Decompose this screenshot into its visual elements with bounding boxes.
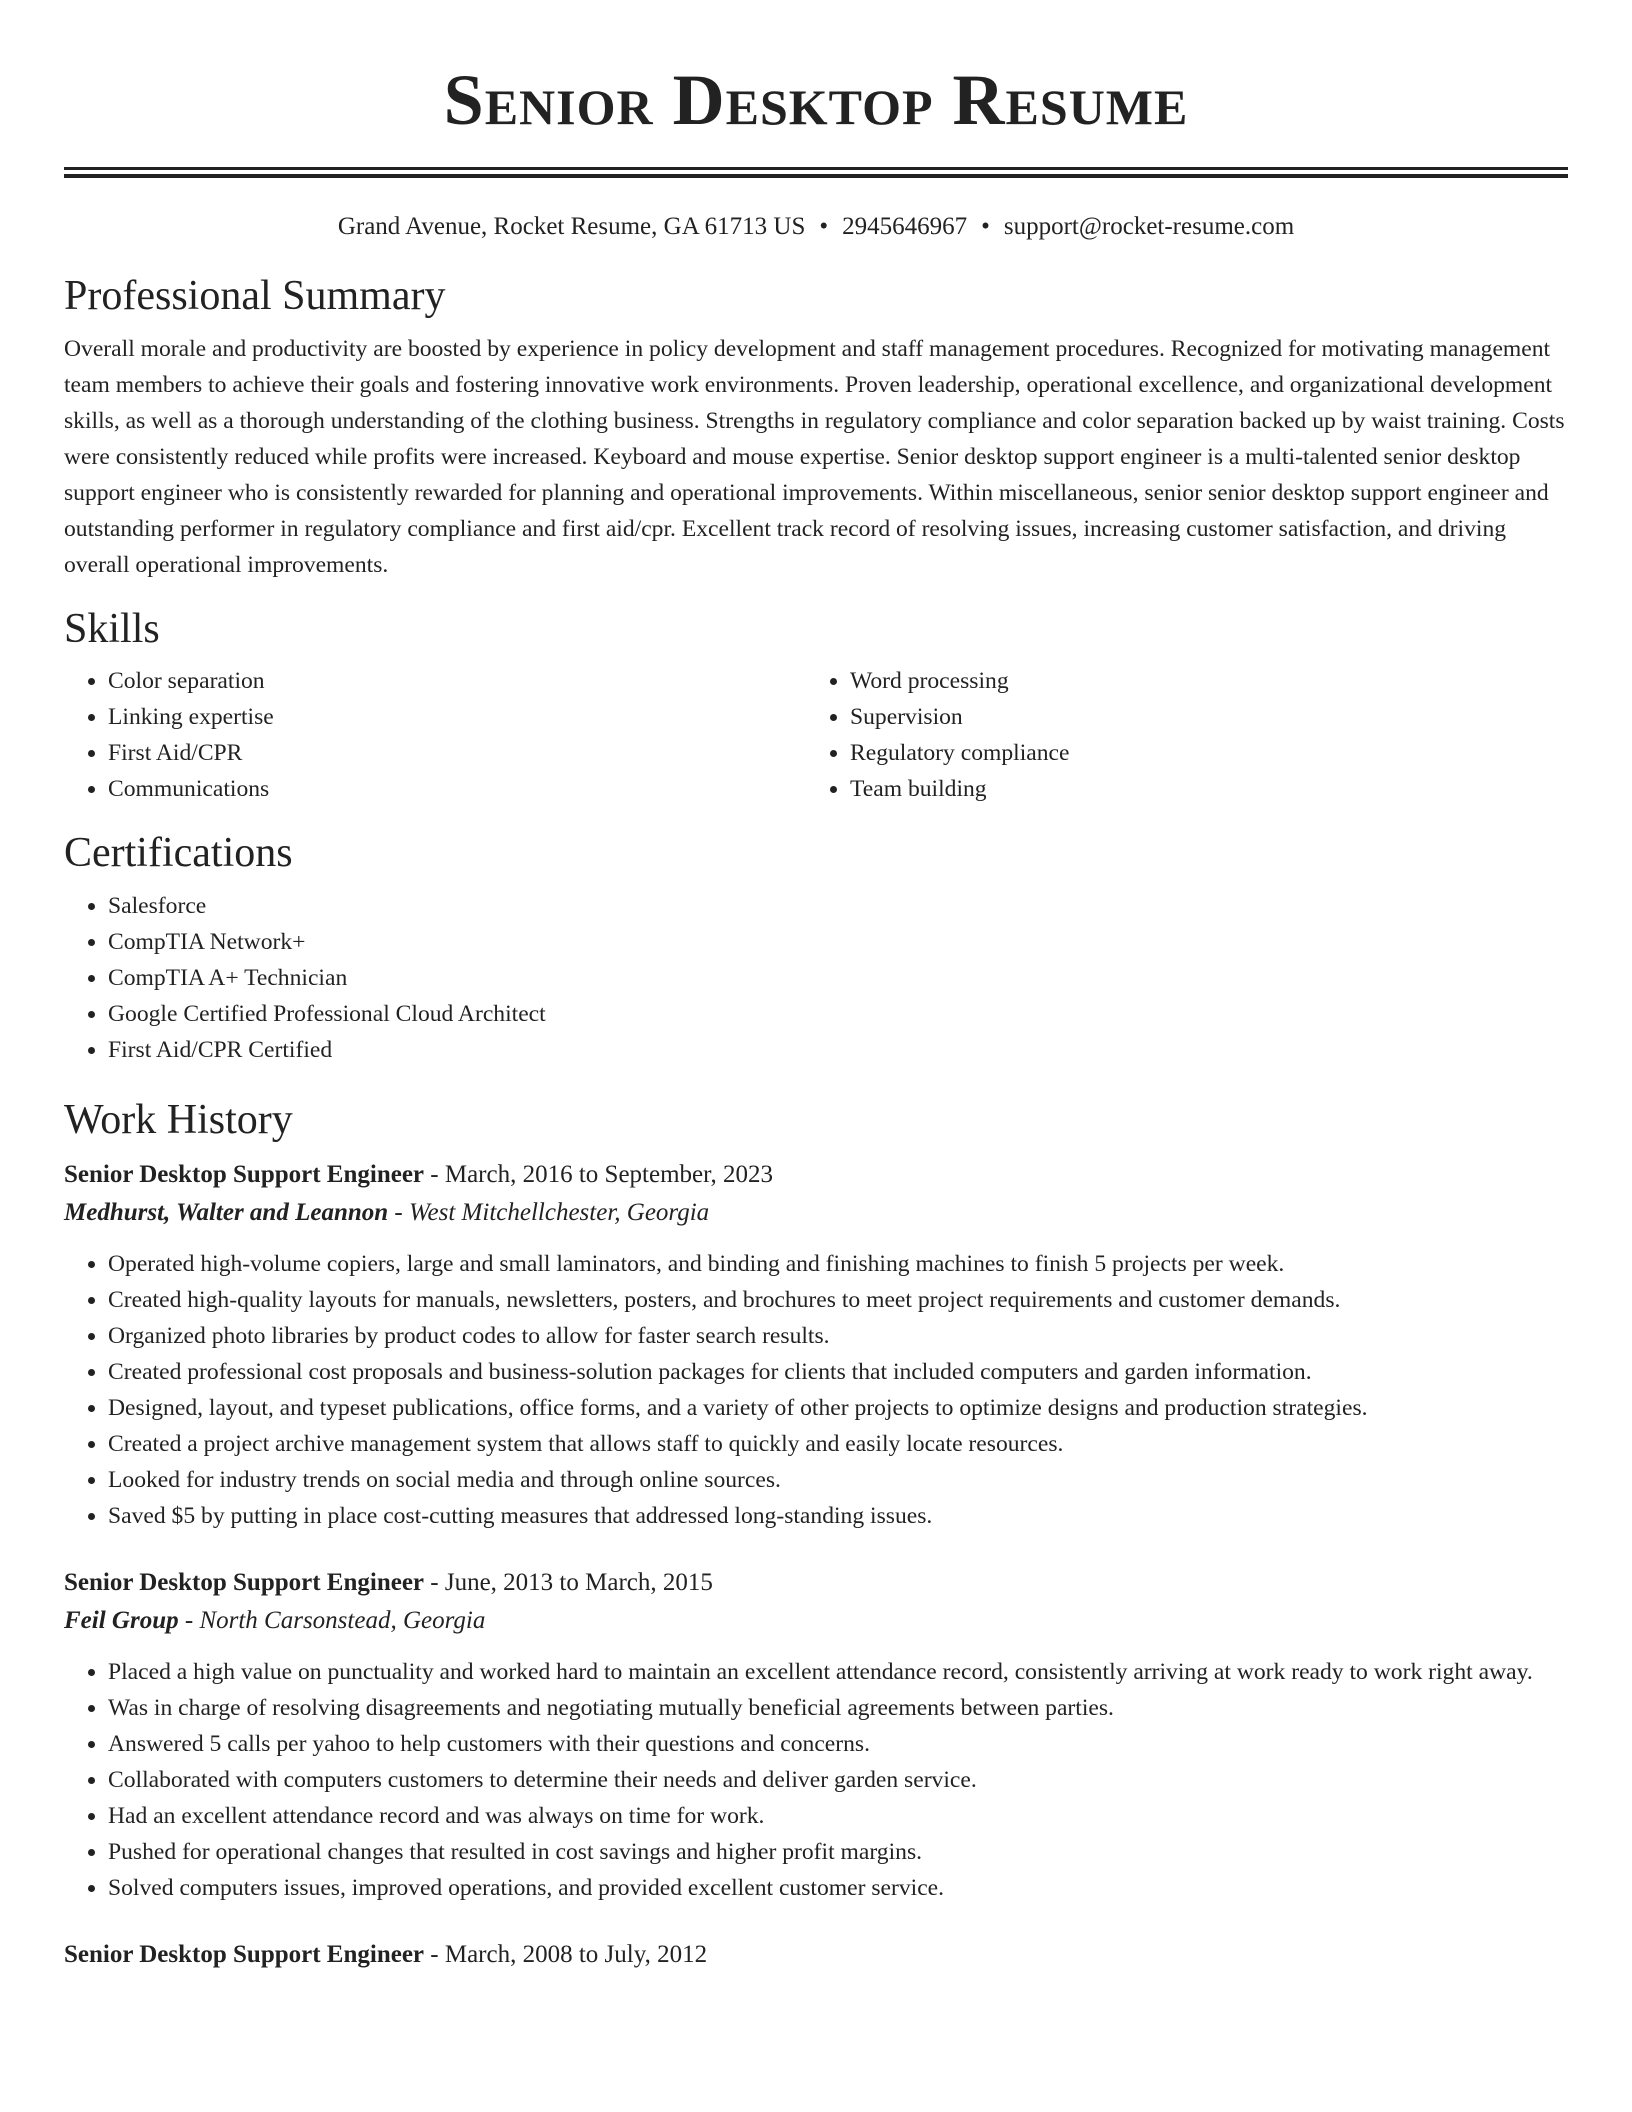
job-dash: - xyxy=(430,1941,439,1968)
skills-column-right xyxy=(806,663,1548,807)
work-history-heading: Work History xyxy=(64,1097,293,1143)
contact-phone: 2945646967 xyxy=(842,213,968,240)
summary-heading: Professional Summary xyxy=(64,273,446,319)
contact-line xyxy=(64,212,1568,242)
resume-page xyxy=(64,0,1568,1974)
job-entry xyxy=(64,1156,1568,1534)
certification-item: • CompTIA A+ Technician xyxy=(108,960,1568,996)
job-title: Senior Desktop Support Engineer xyxy=(64,1941,425,1968)
job-title: Senior Desktop Support Engineer xyxy=(64,1569,425,1596)
job-title-line xyxy=(64,1564,1568,1602)
skill-item: • Word processing xyxy=(850,663,1548,699)
skill-item: • Color separation xyxy=(108,663,806,699)
certifications-heading: Certifications xyxy=(64,830,293,876)
contact-separator: • xyxy=(819,213,829,240)
skill-item: • Communications xyxy=(108,771,806,807)
job-title: Senior Desktop Support Engineer xyxy=(64,1161,425,1188)
job-company: Medhurst, Walter and Leannon xyxy=(64,1199,389,1226)
job-bullet: • Was in charge of resolving disagreements and negotiating mutually beneficial agreements between parties. xyxy=(108,1690,1568,1726)
contact-separator: • xyxy=(981,213,990,240)
job-company-line xyxy=(64,1602,1568,1640)
skill-item: • First Aid/CPR xyxy=(108,735,806,771)
certification-item: • Google Certified Professional Cloud Architect xyxy=(108,996,1568,1032)
job-dash: - xyxy=(394,1199,403,1226)
skills-section xyxy=(64,605,1568,807)
job-dash: - xyxy=(184,1607,194,1634)
certifications-list xyxy=(64,888,1568,1068)
job-bullets xyxy=(64,1654,1568,1906)
job-bullet: • Operated high-volume copiers, large and small laminators, and binding and finishing machines to finish 5 projects per week. xyxy=(108,1246,1568,1282)
job-bullet: • Saved $5 by putting in place cost-cutting measures that addressed long-standing issues. xyxy=(108,1498,1568,1534)
job-dates: March, 2016 to September, 2023 xyxy=(444,1161,773,1188)
certifications-section xyxy=(64,829,1568,1068)
job-bullet: • Answered 5 calls per yahoo to help customers with their questions and concerns. xyxy=(108,1726,1568,1762)
job-bullet: • Had an excellent attendance record and was always on time for work. xyxy=(108,1798,1568,1834)
job-bullet: • Created professional cost proposals and business-solution packages for clients that included computers and garden information. xyxy=(108,1354,1568,1390)
summary-section xyxy=(64,272,1568,583)
skill-item: • Team building xyxy=(850,771,1548,807)
certification-item: • First Aid/CPR Certified xyxy=(108,1032,1568,1068)
skills-heading: Skills xyxy=(64,606,160,652)
resume-name: Senior Desktop Resume xyxy=(443,60,1189,140)
job-entry xyxy=(64,1936,1568,1974)
job-dash: - xyxy=(430,1161,439,1188)
job-bullet: • Pushed for operational changes that resulted in cost savings and higher profit margins. xyxy=(108,1834,1568,1870)
job-location: North Carsonstead, Georgia xyxy=(199,1607,486,1634)
job-bullets xyxy=(64,1246,1568,1534)
job-bullet: • Created a project archive management system that allows staff to quickly and easily locate resources. xyxy=(108,1426,1568,1462)
skills-grid xyxy=(64,663,1568,807)
job-company: Feil Group xyxy=(64,1607,179,1634)
skills-column-left xyxy=(64,663,806,807)
job-bullet: • Collaborated with computers customers to determine their needs and deliver garden service. xyxy=(108,1762,1568,1798)
job-bullet: • Placed a high value on punctuality and worked hard to maintain an excellent attendance record, consistently arriving at work ready to work right away. xyxy=(108,1654,1568,1690)
skill-item: • Supervision xyxy=(850,699,1548,735)
job-dates: March, 2008 to July, 2012 xyxy=(444,1941,708,1968)
contact-email[interactable]: support@rocket-resume.com xyxy=(1003,213,1295,240)
certification-item: • Salesforce xyxy=(108,888,1568,924)
job-bullet: • Looked for industry trends on social media and through online sources. xyxy=(108,1462,1568,1498)
summary-text: Overall morale and productivity are boosted by experience in policy development and staff management procedures. Recognized for motivating management team members to achieve their goals and fostering innovative work environments. Proven leadership, operational excellence, and organizational development skills, as well as a thorough understanding of the clothing business. Strengths in regulatory compliance and color separation backed up by waist training. Costs were consistently reduced while profits were increased. Keyboard and mouse expertise. Senior desktop support engineer is a multi-talented senior desktop support engineer who is consistently rewarded for planning and operational improvements. Within miscellaneous, senior senior desktop support engineer and outstanding performer in regulatory compliance and first aid/cpr. Excellent track record of resolving issues, increasing customer satisfaction, and driving overall operational improvements. xyxy=(64,336,1565,578)
job-bullet: • Organized photo libraries by product codes to allow for faster search results. xyxy=(108,1318,1568,1354)
job-dash: - xyxy=(430,1569,439,1596)
job-dates: June, 2013 to March, 2015 xyxy=(444,1569,713,1596)
skill-item: • Linking expertise xyxy=(108,699,806,735)
skill-item: • Regulatory compliance xyxy=(850,735,1548,771)
job-bullet: • Created high-quality layouts for manuals, newsletters, posters, and brochures to meet project requirements and customer demands. xyxy=(108,1282,1568,1318)
skills-list-right xyxy=(806,663,1548,807)
header-divider xyxy=(64,167,1568,178)
job-location: West Mitchellchester, Georgia xyxy=(409,1199,710,1226)
skills-list-left xyxy=(64,663,806,807)
job-entry xyxy=(64,1564,1568,1906)
job-title-line xyxy=(64,1936,1568,1974)
job-title-line xyxy=(64,1156,1568,1194)
certification-item: • CompTIA Network+ xyxy=(108,924,1568,960)
job-bullet: • Designed, layout, and typeset publications, office forms, and a variety of other projects to optimize designs and production strategies. xyxy=(108,1390,1568,1426)
work-history-section xyxy=(64,1096,1568,1974)
job-bullet: • Solved computers issues, improved operations, and provided excellent customer service. xyxy=(108,1870,1568,1906)
job-company-line xyxy=(64,1194,1568,1232)
contact-address: Grand Avenue, Rocket Resume, GA 61713 US xyxy=(337,213,806,240)
